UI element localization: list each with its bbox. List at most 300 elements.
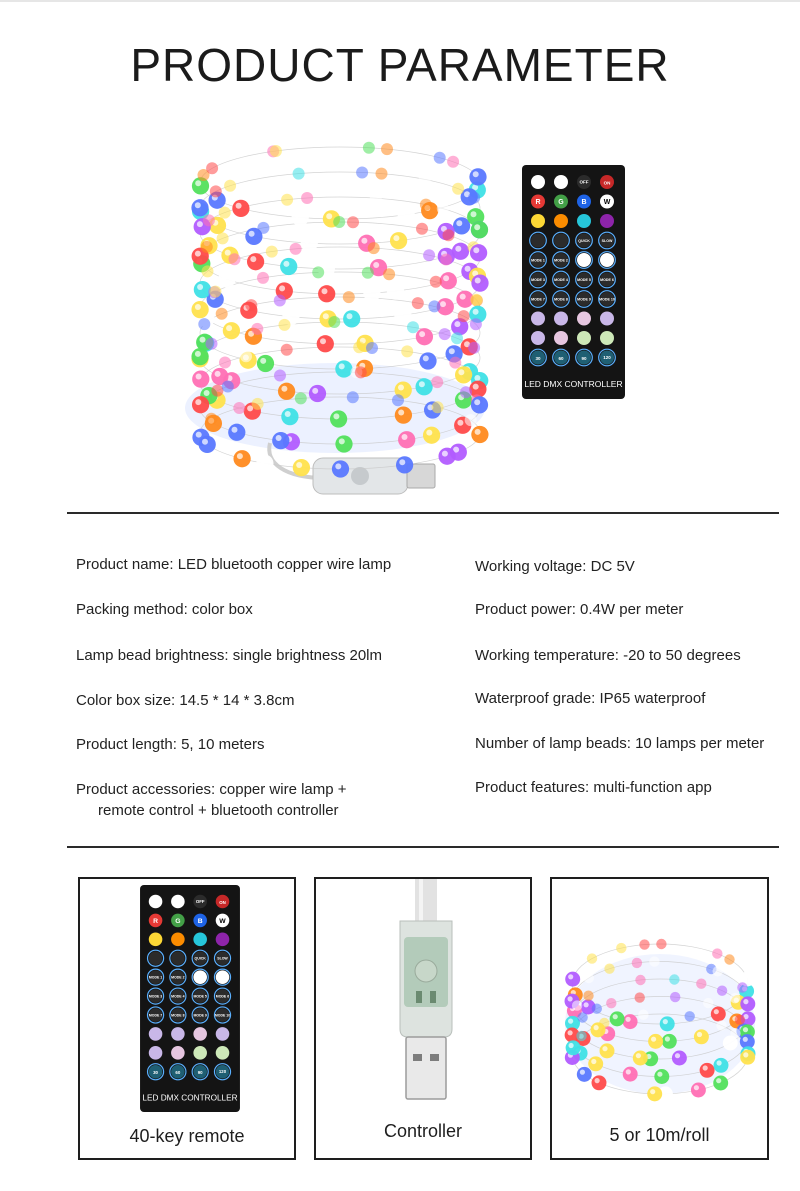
led-bead-highlight [594,1025,599,1030]
remote-key-label: MODE 1 [531,258,545,263]
led-bead [635,975,645,985]
led-bead [691,1083,706,1098]
led-bead [565,972,580,987]
remote-key [216,1046,230,1060]
remote-key [577,214,591,228]
led-bead [194,281,211,298]
led-bead [583,991,593,1001]
remote-key-label: MODE 3 [148,994,163,999]
led-bead-highlight [215,371,221,377]
led-bead [223,322,240,339]
led-bead [576,1031,586,1041]
led-bead-highlight [249,231,255,237]
led-bead-highlight [339,438,345,444]
remote-key-label: G [175,917,181,925]
led-bead [363,284,380,301]
led-bead-highlight [195,251,201,257]
led-bead [206,162,218,174]
remote-key-label: QUICK [578,239,590,243]
led-bead [577,1012,587,1022]
remote-key-label: 60 [558,356,564,361]
led-bead [711,1007,726,1022]
led-bead-highlight [335,463,341,469]
spec-working-voltage: Working voltage: DC 5V [475,558,635,575]
led-bead-highlight [279,285,285,291]
led-bead [654,1069,669,1084]
remote-control-icon [522,165,625,399]
led-bead-highlight [398,310,404,316]
led-bead [606,998,616,1008]
led-bead-highlight [367,287,373,293]
led-bead [416,223,428,235]
remote-key-label: 30 [153,1070,158,1076]
led-bead-highlight [283,261,289,267]
led-bead [256,455,273,472]
remote-key [600,312,614,326]
remote-key-label: MODE 5 [577,278,591,282]
led-bead [281,344,293,356]
remote-key [216,933,230,947]
led-bead-highlight [703,1065,708,1070]
remote-key [600,214,614,228]
led-bead [451,332,463,344]
remote-key [171,895,185,909]
led-bead [566,1040,581,1055]
led-bead [368,242,380,254]
led-bead-highlight [281,386,287,392]
led-bead [266,246,278,258]
led-bead [366,342,378,354]
led-bead [439,328,451,340]
remote-label: LED DMX CONTROLLER [524,379,623,389]
led-bead-highlight [339,363,345,369]
led-bead [452,183,464,195]
led-bead-highlight [195,351,201,357]
led-bead [647,1086,662,1101]
remote-key-label: B [197,917,203,925]
led-bead [257,355,274,372]
led-bead-highlight [475,429,481,435]
led-bead-highlight [312,388,318,394]
led-bead-highlight [402,434,408,440]
remote-key [171,1027,185,1041]
led-bead [343,310,360,327]
remote-key [216,970,230,984]
led-bead [415,378,432,395]
led-bead-highlight [471,211,477,217]
led-bead [292,209,309,226]
led-bead [700,1063,715,1078]
led-bead [335,360,352,377]
remote-key [554,234,568,248]
led-bead [245,299,257,311]
remote-key [193,1027,207,1041]
led-bead [210,185,222,197]
led-bead-highlight [232,427,238,433]
led-bead [293,168,305,180]
led-bead [632,958,642,968]
led-bead [670,992,680,1002]
led-bead-highlight [295,212,301,218]
remote-key-label: MODE 1 [148,975,163,980]
remote-key-label: OFF [579,179,589,185]
led-bead [343,291,355,303]
led-bead [370,192,382,204]
led-bead [656,939,666,949]
led-bead [233,450,250,467]
remote-key [193,1046,207,1060]
remote-key-label: R [153,917,159,925]
led-bead-highlight [443,275,449,281]
led-bead [191,199,208,216]
led-bead [672,1051,687,1066]
led-bead-highlight [454,321,460,327]
led-bead-highlight [475,278,481,284]
led-bead [592,1004,602,1014]
led-bead [247,253,264,270]
remote-key [149,1046,163,1060]
led-bead [206,338,218,350]
led-bead [251,323,263,335]
led-bead [398,206,415,223]
led-bead [218,271,235,288]
led-bead [465,414,477,426]
spec-product-power: Product power: 0.4W per meter [475,601,684,618]
remote-key [531,331,545,345]
led-bead [443,229,455,241]
led-bead-highlight [197,221,203,227]
remote-key [600,331,614,345]
led-bead [390,232,407,249]
led-bead [712,948,722,958]
led-bead [458,310,470,322]
panel-controller-caption: Controller [383,1121,463,1141]
led-bead [191,348,208,365]
led-bead-highlight [626,1069,631,1074]
divider-top [67,512,779,514]
remote-key-label: MODE 9 [193,1013,207,1018]
led-bead [191,301,208,318]
led-bead-highlight [743,1027,748,1032]
led-bead [470,318,482,330]
led-bead [295,392,307,404]
led-bead-highlight [568,1030,573,1035]
led-bead [312,266,324,278]
led-bead [599,1018,609,1028]
remote-key-label: MODE 10 [599,297,615,302]
led-bead-highlight [225,250,231,256]
led-bead [577,1067,592,1082]
led-bead-highlight [399,459,405,465]
remote-key [531,234,545,248]
led-bead-highlight [285,411,291,417]
led-bead-highlight [460,294,466,300]
led-bead-highlight [196,374,202,380]
remote-key-label: MODE 2 [171,975,185,980]
spec-color-box-size: Color box size: 14.5 * 14 * 3.8cm [76,692,295,709]
led-bead [347,216,359,228]
spec-product-name: Product name: LED bluetooth copper wire lamp [76,556,392,573]
remote-key [600,253,614,267]
remote-key-label: W [219,917,226,925]
led-bead [280,258,297,275]
led-bead-highlight [743,999,748,1004]
led-bead [192,370,209,387]
led-bead [233,402,245,414]
led-bead [735,1015,745,1025]
remote-key-label: R [535,199,541,206]
remote-key-label: MODE 10 [214,1013,231,1018]
led-bead [449,357,461,369]
led-bead [281,194,293,206]
led-bead [440,254,452,266]
panel-lights-roll-image [562,924,758,1104]
remote-key-label: MODE 6 [600,278,614,282]
led-bead-highlight [260,458,266,464]
led-bead [740,1050,755,1065]
led-bead-highlight [455,246,461,252]
remote-key-label: MODE 2 [554,258,568,263]
led-bead-highlight [236,203,242,209]
led-bead [347,391,359,403]
led-bead-highlight [569,1043,574,1048]
remote-key-label: MODE 3 [531,278,545,282]
led-bead-highlight [474,224,480,230]
led-bead [355,366,367,378]
remote-key [554,331,568,345]
remote-label: LED DMX CONTROLLER [142,1093,238,1103]
led-bead [649,956,659,966]
led-bead [430,276,442,288]
led-bead-highlight [442,451,448,457]
led-bead [587,953,597,963]
led-bead [420,199,432,211]
divider-bottom [67,846,779,848]
led-bead [274,295,286,307]
led-bead [192,396,209,413]
led-bead [639,939,649,949]
remote-key-label: OFF [195,898,205,904]
led-bead-highlight [195,180,201,186]
led-bead [431,376,443,388]
spec-working-temperature: Working temperature: -20 to 50 degrees [475,647,741,664]
led-bead-highlight [591,1059,596,1064]
led-bead [279,319,291,331]
led-bead [356,167,368,179]
led-bead [335,435,352,452]
led-bead [468,342,480,354]
led-bead [633,1051,648,1066]
led-bead-highlight [304,238,310,244]
remote-key [171,933,185,947]
led-bead [257,222,269,234]
remote-key-label: MODE 8 [554,297,568,302]
led-bead [440,272,457,289]
led-bead [216,308,228,320]
led-bead [281,408,298,425]
led-bead-highlight [568,1019,573,1024]
led-bead [648,1034,663,1049]
led-bead-highlight [465,266,471,272]
led-bead [452,243,469,260]
led-bead-highlight [361,238,367,244]
led-bead-highlight [222,274,228,280]
led-bead-highlight [717,1060,722,1065]
led-bead [455,366,472,383]
led-bead-highlight [568,996,573,1001]
led-bead [584,973,594,983]
led-bead-highlight [398,385,404,391]
led-bead-highlight [419,381,425,387]
led-bead [332,460,349,477]
led-bead [740,996,755,1011]
led-bead-highlight [398,410,404,416]
led-bead-highlight [726,1038,731,1043]
led-bead [419,352,436,369]
led-bead-highlight [636,1053,641,1058]
remote-key-label: MODE 9 [577,297,591,302]
led-bead [694,1029,709,1044]
led-bead [229,253,241,265]
led-bead-highlight [320,338,326,344]
led-bead-highlight [204,390,210,396]
led-bead-highlight [260,358,266,364]
led-bead [318,285,335,302]
remote-key-label: G [558,199,564,206]
led-bead [293,459,310,476]
led-bead [232,200,249,217]
remote-key [216,1027,230,1041]
led-bead-highlight [200,337,206,343]
remote-key-label: MODE 6 [215,994,230,999]
remote-key-label: ON [219,899,226,905]
led-bead [330,410,347,427]
remote-key-label: W [603,199,611,206]
panel-controller-image [386,879,466,1109]
led-bead [272,432,289,449]
string-lights-icon [562,924,758,1104]
remote-key-label: 120 [603,355,611,360]
remote-key [577,331,591,345]
led-bead [205,413,217,425]
led-bead-highlight [714,1009,719,1014]
led-bead-highlight [333,413,339,419]
led-bead-highlight [286,311,292,317]
led-bead-highlight [197,284,203,290]
led-bead [353,341,365,353]
led-bead [199,436,216,453]
led-bead [416,328,433,345]
remote-key [149,895,163,909]
led-bead [716,1020,726,1030]
led-bead [328,316,340,328]
led-bead-highlight [716,1078,721,1083]
led-bead-highlight [195,399,201,405]
led-bead [363,142,375,154]
led-bead-highlight [626,1017,631,1022]
led-bead [623,1067,638,1082]
led-bead [724,954,734,964]
led-bead [203,214,215,226]
led-bead [228,424,245,441]
led-bead-highlight [296,462,302,468]
hero-remote-image [522,165,625,399]
led-bead-highlight [474,399,480,405]
remote-key-label: MODE 7 [148,1013,163,1018]
led-bead-highlight [584,1002,589,1007]
led-bead-highlight [458,369,464,375]
led-bead-highlight [195,202,201,208]
panel-controller [314,877,532,1160]
led-bead-highlight [650,1089,655,1094]
panel-remote [78,877,296,1160]
led-bead-highlight [474,375,480,381]
led-bead [224,180,236,192]
led-bead [660,1016,675,1031]
led-bead [428,300,440,312]
remote-key-label: 90 [197,1070,203,1076]
led-bead [217,232,229,244]
panel-lights-roll-caption: 5 or 10m/roll [609,1125,710,1145]
led-bead [219,357,231,369]
led-bead [270,145,282,157]
led-bead-highlight [250,256,256,262]
remote-key-label: 90 [581,356,587,361]
led-bead [395,406,412,423]
led-bead [381,143,393,155]
led-bead [604,964,614,974]
remote-key [531,214,545,228]
led-bead [713,966,723,976]
remote-control-icon [140,885,240,1112]
led-bead-highlight [347,313,353,319]
led-bead-highlight [195,304,201,310]
led-bead [610,1011,625,1026]
led-bead-highlight [613,1014,618,1019]
led-bead [198,318,210,330]
remote-key [193,970,207,984]
led-bead-highlight [426,430,432,436]
led-bead-highlight [226,325,232,331]
led-bead-highlight [196,432,202,438]
led-bead [685,1011,695,1021]
led-bead [396,456,413,473]
led-bead-highlight [326,213,332,219]
led-bead [696,979,706,989]
led-bead [717,986,727,996]
page-title: PRODUCT PARAMETER [130,39,670,91]
led-bead-highlight [602,1046,607,1051]
led-bead-highlight [580,1070,585,1075]
led-bead [588,1056,603,1071]
led-bead [309,385,326,402]
spec-lamp-brightness: Lamp bead brightness: single brightness 20lm [76,647,383,664]
remote-key-label: ON [603,180,611,186]
remote-key-label: MODE 8 [171,1013,185,1018]
led-bead [222,381,234,393]
remote-key [171,1046,185,1060]
led-bead [471,426,488,443]
led-bead [623,1014,638,1029]
string-lights-icon [185,118,500,503]
led-bead [432,401,444,413]
remote-key-label: MODE 4 [554,278,568,282]
led-bead-highlight [694,1085,699,1090]
remote-key [149,1027,163,1041]
remote-key [149,951,163,965]
led-bead-highlight [322,288,328,294]
led-bead-highlight [473,171,479,177]
